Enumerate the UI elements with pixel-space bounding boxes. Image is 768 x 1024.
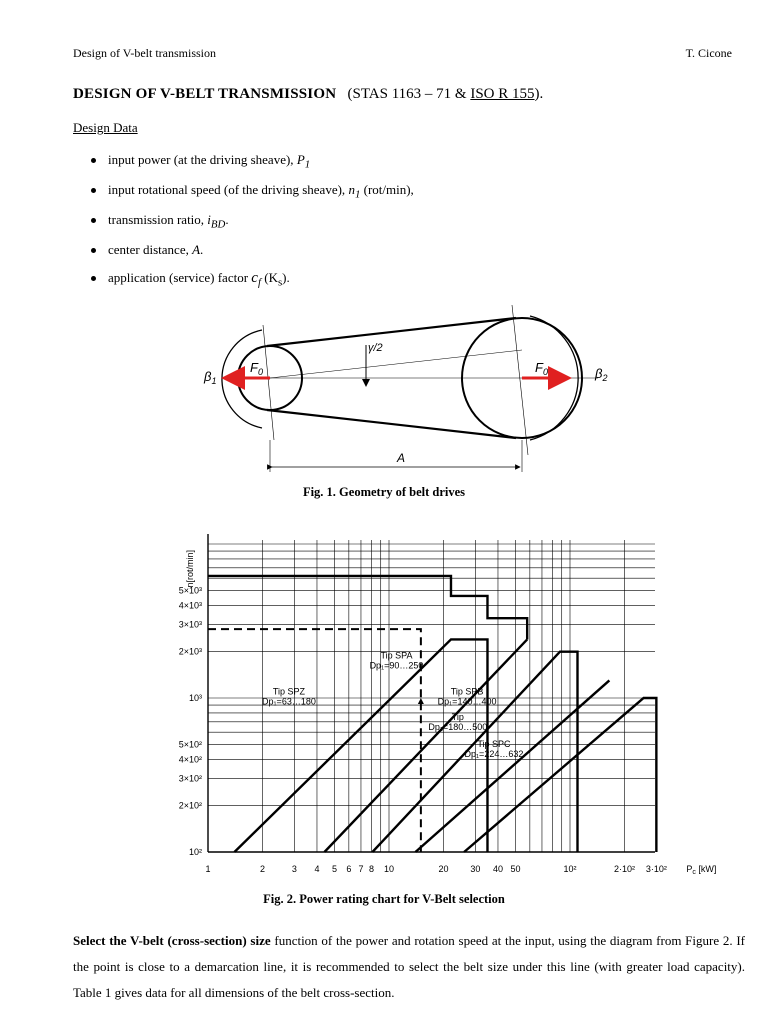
figure-1-caption: Fig. 1. Geometry of belt drives [302,485,466,499]
region-name-label: Tip [451,711,464,722]
y-tick-label: 3×10³ [178,619,202,630]
x-tick-label: 1 [205,864,211,874]
bullet-item-speed [91,182,414,201]
x-tick-label: 40 [492,864,503,874]
bullet-dot [91,218,96,223]
x-tick-label: 2·10² [613,864,635,874]
figure-2-caption: Fig. 2. Power rating chart for V-Belt selection [263,892,505,906]
bullet-tail: . [225,212,229,227]
title-iso-link[interactable]: ISO R 155 [470,86,535,102]
region-name-label: Tip SPC [477,739,511,750]
bullet-dot [91,188,96,193]
bullet-tail: (K [260,270,278,285]
x-axis-title-sub: c [692,869,696,876]
design-data-heading: Design Data [73,120,138,135]
region-range-label: Dp₁=224…632 [464,749,524,760]
x-axis-title: $P_c$ [kW] [686,864,717,876]
example-arrow-head [418,698,424,704]
bullet-item-service-factor [91,270,290,289]
y-axis-title: n[rot/min] [185,550,195,588]
bullet-tail-end: ). [282,270,290,285]
center-distance-label: A [397,451,406,465]
region-range-label: Dp₁=180…500 [428,721,488,732]
title-standard-open: (STAS 1163 – 71 & [347,86,471,102]
x-tick-label: 4 [314,864,320,874]
y-tick-label: 4×10³ [178,600,202,611]
x-tick-label: 10 [383,864,395,874]
region-range-label: Dp₁=63…180 [262,696,316,707]
y-tick-label: 3×10² [178,773,202,784]
title-standard-close: ). [534,86,544,102]
bullet-text: input power (at the driving sheave), [108,152,297,167]
y-tick-label: 2×10³ [178,646,202,657]
region-range-label: Dp₁=90…250 [369,660,424,671]
symbol-sub: 1 [304,158,311,171]
gamma-label: γ/2 [368,342,383,354]
belt-angle-line [270,350,522,378]
paragraph-text: function of the power and rotation speed at the input, using the diagram from Figure 2. If the point is close to a demarcation line, it is recommended to select the belt size under this line (with greater load capacity). Table 1 gives data for all dimensions of the belt cross-section. [73,933,745,1000]
region-boundary-line [464,698,656,852]
x-tick-label: 3·10² [645,864,667,874]
force-label-large: $F_0$ [535,360,548,377]
x-tick-label: 8 [368,864,374,874]
bullet-text: input rotational speed (of the driving sheave), [108,182,349,197]
bullet-tail: . [200,242,204,257]
large-pulley-radial-line [512,305,528,455]
page-header-right: T. Cicone [685,46,732,60]
belt-bottom-span [267,410,516,438]
x-tick-label: 7 [358,864,364,874]
x-tick-label: 30 [470,864,481,874]
x-tick-label: 5 [332,864,338,874]
y-tick-label: 2×10² [178,800,202,811]
page-header-left: Design of V-belt transmission [73,46,216,60]
symbol: n [348,182,355,197]
symbol-sub: BD [210,218,226,231]
beta1-label: $\beta_1$ [204,369,217,386]
paragraph-bold-lead: Select the V-belt (cross-section) size [73,933,271,948]
bullet-text: center distance, [108,242,193,257]
x-tick-label: 6 [346,864,352,874]
bullet-item-power [91,152,310,171]
document-title [73,86,543,103]
region-range-label: Dp₁=140…400 [437,696,497,707]
selection-paragraph [73,928,745,1006]
power-rating-chart [0,525,768,885]
force-label-small: $F_0$ [250,360,263,377]
bullet-dot [91,276,96,281]
symbol: A [192,242,201,257]
symbol: c [251,270,258,286]
y-tick-label: 5×10³ [178,585,202,596]
region-name-label: Tip SPZ [272,686,306,697]
beta2-label: $\beta_2$ [595,366,608,383]
y-tick-label: 4×10² [178,754,202,765]
y-tick-label: 5×10² [178,739,202,750]
x-tick-label: 3 [291,864,297,874]
bullet-text: transmission ratio, [108,212,208,227]
symbol-sub: f [257,276,261,289]
x-tick-label: 20 [438,864,449,874]
small-pulley-radial-line [263,325,274,440]
x-tick-label: 50 [510,864,521,874]
x-axis-unit: [kW] [695,864,717,874]
bullet-tail: (rot/min), [360,182,414,197]
bullet-item-center-distance [91,242,203,258]
symbol: P [296,152,305,167]
symbol: i [207,212,211,227]
belt-top-span [267,318,516,346]
y-tick-label: 10³ [188,693,202,703]
bullet-text: application (service) factor [108,270,252,285]
bullet-dot [91,248,96,253]
bullet-tail-sub: s [277,276,283,289]
bullet-item-ratio [91,212,229,231]
belt-drive-geometry-figure [0,300,768,480]
title-main: DESIGN OF V-BELT TRANSMISSION [73,86,337,102]
x-tick-label: 10² [563,864,577,874]
symbol-sub: 1 [354,188,361,201]
region-name-label: Tip SPA [380,650,413,661]
bullet-dot [91,158,96,163]
x-tick-label: 2 [259,864,265,874]
y-tick-label: 10² [188,847,202,857]
chart-region-lines [208,576,656,852]
region-name-label: Tip SPB [450,686,484,697]
